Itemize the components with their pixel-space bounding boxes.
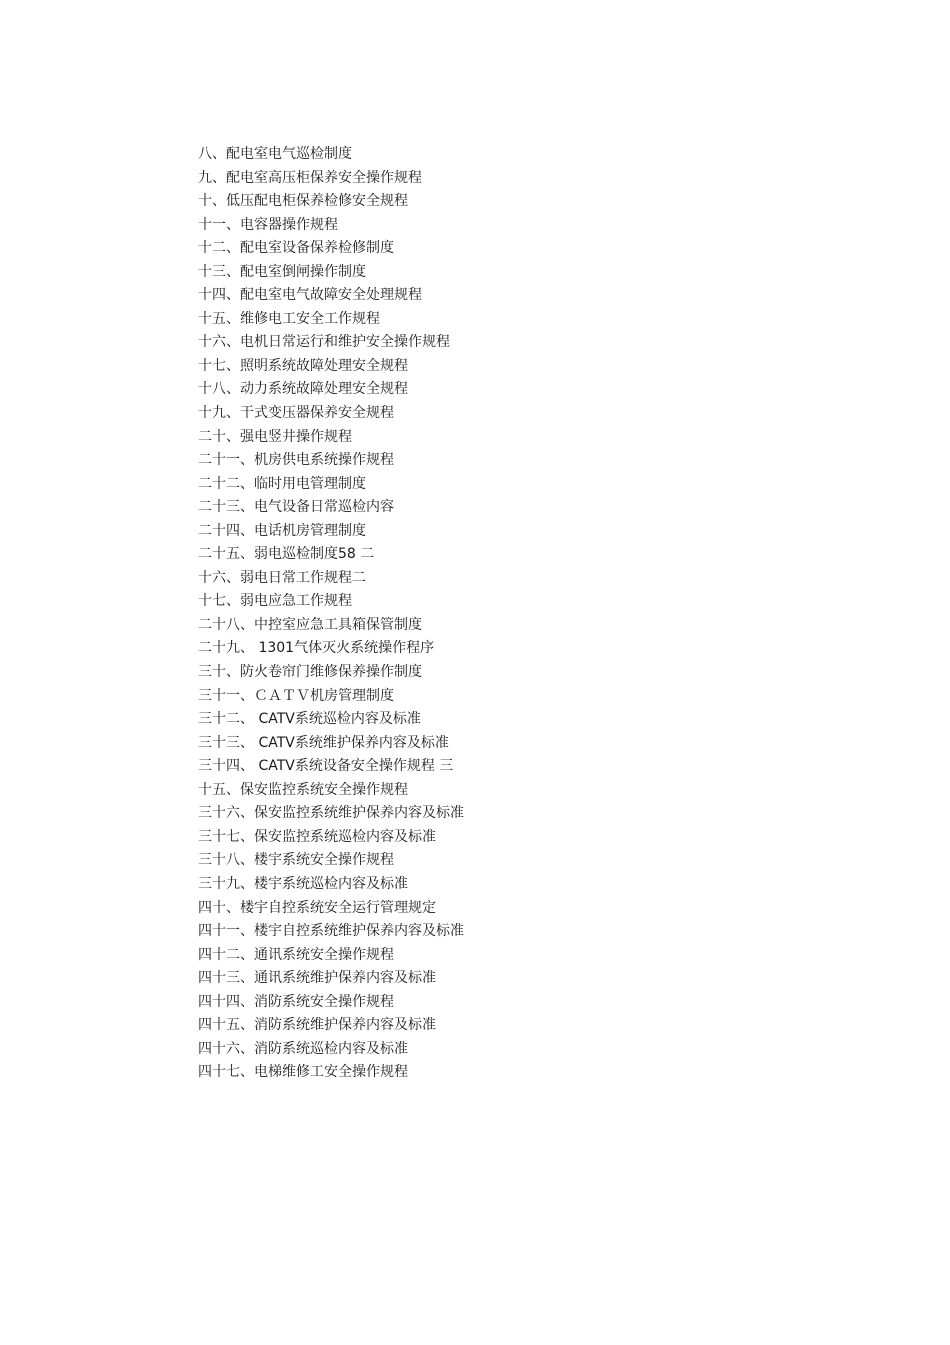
toc-item: 三十、防火卷帘门维修保养操作制度	[198, 664, 422, 681]
toc-item: 十六、弱电日常工作规程二	[198, 569, 366, 586]
toc-item: 四十四、消防系统安全操作规程	[198, 993, 394, 1010]
toc-item: 十六、电机日常运行和维护安全操作规程	[198, 334, 450, 351]
toc-item: 十二、配电室设备保养检修制度	[198, 240, 394, 257]
toc-item: 三十六、保安监控系统维护保养内容及标准	[198, 805, 464, 822]
toc-item: 四十六、消防系统巡检内容及标准	[198, 1040, 408, 1057]
toc-item: 三十一、ＣＡＴＶ机房管理制度	[198, 687, 394, 704]
toc-item: 四十一、楼宇自控系统维护保养内容及标准	[198, 923, 464, 940]
toc-item: 四十、楼宇自控系统安全运行管理规定	[198, 899, 436, 916]
toc-item: 十七、弱电应急工作规程	[198, 593, 352, 610]
toc-item: 二十八、中控室应急工具箱保管制度	[198, 616, 422, 633]
toc-item: 二十九、 1301气体灭火系统操作程序	[198, 640, 435, 657]
toc-item: 四十七、电梯维修工安全操作规程	[198, 1064, 408, 1081]
toc-item: 三十八、楼宇系统安全操作规程	[198, 852, 394, 869]
toc-item: 三十四、 CATV系统设备安全操作规程 三	[198, 758, 454, 775]
toc-item: 十一、电容器操作规程	[198, 216, 338, 233]
toc-item: 三十二、 CATV系统巡检内容及标准	[198, 711, 421, 728]
toc-item: 二十、强电竖井操作规程	[198, 428, 352, 445]
toc-item: 十、低压配电柜保养检修安全规程	[198, 193, 408, 210]
toc-item: 三十九、楼宇系统巡检内容及标准	[198, 875, 408, 892]
toc-item: 十九、干式变压器保养安全规程	[198, 405, 394, 422]
toc-item: 十五、维修电工安全工作规程	[198, 310, 380, 327]
toc-item: 四十五、消防系统维护保养内容及标准	[198, 1017, 436, 1034]
toc-item: 二十四、电话机房管理制度	[198, 522, 366, 539]
toc-item: 十四、配电室电气故障安全处理规程	[198, 287, 422, 304]
toc-item: 十五、保安监控系统安全操作规程	[198, 781, 408, 798]
toc-item: 二十三、电气设备日常巡检内容	[198, 499, 394, 516]
toc-item: 十八、动力系统故障处理安全规程	[198, 381, 408, 398]
toc-item: 三十三、 CATV系统维护保养内容及标准	[198, 734, 449, 751]
toc-item: 十七、照明系统故障处理安全规程	[198, 357, 408, 374]
toc-item: 八、配电室电气巡检制度	[198, 146, 352, 162]
toc-item: 九、配电室高压柜保养安全操作规程	[198, 169, 422, 186]
table-of-contents	[198, 143, 464, 1085]
toc-item: 三十七、保安监控系统巡检内容及标准	[198, 828, 436, 845]
toc-item: 二十一、机房供电系统操作规程	[198, 452, 394, 469]
toc-item: 二十二、临时用电管理制度	[198, 475, 366, 492]
toc-item: 二十五、弱电巡检制度58 二	[198, 546, 375, 563]
toc-item: 十三、配电室倒闸操作制度	[198, 263, 366, 280]
toc-item: 四十二、通讯系统安全操作规程	[198, 946, 394, 963]
toc-item: 四十三、通讯系统维护保养内容及标准	[198, 970, 436, 987]
